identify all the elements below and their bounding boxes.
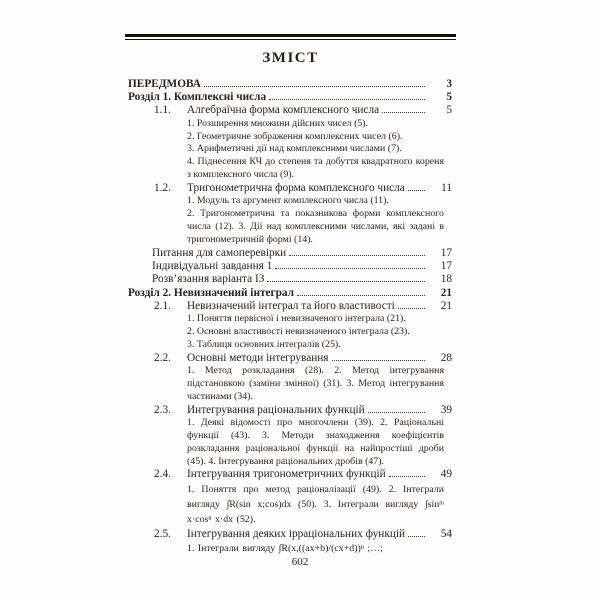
toc-entry <box>128 78 452 91</box>
toc-entry-number: 2.5. <box>154 527 171 540</box>
header-double-rule <box>125 34 456 40</box>
toc-entry-page: 5 <box>446 104 452 117</box>
toc-entry-number: 2.2. <box>154 351 171 364</box>
toc-entry-number: 2.4. <box>154 468 171 481</box>
toc-entry-notes <box>187 417 444 469</box>
toc-entry-label: Інтегрування деяких ірраціональних функцій <box>187 527 406 540</box>
toc-entry-page: 5 <box>446 91 452 104</box>
toc-entry-label: Интегрування раціональних функцій <box>187 403 365 416</box>
toc-entry-label: Питання для самоперевірки <box>152 246 287 259</box>
toc-entry <box>128 247 452 260</box>
toc-entry-notes <box>187 541 444 556</box>
table-of-contents <box>128 78 452 556</box>
toc-entry <box>128 91 452 104</box>
toc-note-line: 1. Метод розкладання (28). 2. Метод інтегрування підстановкою (заміни змінної) (31). 3. Метод інтегрування частинами (34). <box>187 364 444 402</box>
toc-note-line: 2. Геометричне зображення комплексних чисел (6). <box>187 130 403 142</box>
toc-note-line: 4. Піднесення КЧ до степеня та добуття квадратного кореня з комплексного числа (9). <box>187 156 444 181</box>
toc-dot-leader <box>289 255 425 256</box>
toc-entry <box>128 528 452 541</box>
toc-entry-label: Основні методи інтегрування <box>187 351 329 364</box>
toc-note-line: 3. Арифметичні дії над комплексними числами (7). <box>187 143 402 155</box>
toc-entry-notes <box>187 118 444 183</box>
toc-entry <box>128 104 452 117</box>
toc-note-line: 1. Поняття про метод раціоналізації (49). 2. Інтеграли вигляду ∫R(sin x;cos)dx (50). 3. Інтеграли вигляду ∫sinᵐ x·cosⁿ x·dx (52). <box>187 483 444 526</box>
toc-entry-page: 28 <box>440 351 452 364</box>
page-title: ЗМІСТ <box>262 50 319 66</box>
toc-note-line: 1. Поняття первісної і невизначеного інтеграла (21). <box>187 312 406 324</box>
toc-entry-notes <box>187 195 444 247</box>
toc-entry-label: Алгебраїчна форма комплексного числа <box>187 104 380 117</box>
toc-note-line: 1. Інтеграли вигляду ∫R(x,((ax+b)/(cx+d))ⁿ ;…; <box>187 543 383 555</box>
toc-entry-notes <box>187 482 444 528</box>
toc-entry-number: 1.1. <box>154 104 171 117</box>
toc-entry-notes <box>187 365 444 404</box>
toc-dot-leader <box>267 281 425 282</box>
toc-entry <box>128 182 452 195</box>
toc-entry-label: Невизначений інтеграл та його властивості <box>187 299 395 312</box>
toc-note-line: 1. Деякі відомості про многочлени (39). 2. Раціональні функції (43). 3. Методи знаходження коефіцієнтів розкладання раціональної функції на найпростіші дроби (45). 4. Інтегрування раціональних дробів (47). <box>187 416 444 467</box>
toc-entry-label: Розділ 2. Невизначений інтеграл <box>128 286 295 299</box>
toc-entry-number: 2.1. <box>154 299 171 312</box>
toc-entry-page: 3 <box>446 78 452 90</box>
toc-entry <box>128 352 452 365</box>
toc-entry-label: ПЕРЕДМОВА <box>128 78 201 90</box>
toc-dot-leader <box>382 112 425 113</box>
toc-note-line: 1. Модуль та аргумент комплексного числа (11). <box>187 195 389 207</box>
toc-entry-label: Тригонометрична форма комплексного числа <box>187 182 405 195</box>
toc-entry-label: Інтегрування тригонометричних функцій <box>187 468 386 481</box>
toc-dot-leader <box>389 476 425 477</box>
toc-entry <box>128 273 452 286</box>
toc-entry-page: 49 <box>440 468 452 481</box>
toc-dot-leader <box>408 190 425 191</box>
toc-entry <box>128 468 452 481</box>
toc-entry-page: 11 <box>441 182 452 195</box>
toc-dot-leader <box>408 536 425 537</box>
toc-entry <box>128 300 452 313</box>
toc-entry-notes <box>187 313 444 352</box>
toc-entry-page: 21 <box>440 299 452 312</box>
toc-dot-leader <box>368 412 425 413</box>
toc-dot-leader <box>204 86 425 87</box>
toc-entry <box>128 260 452 273</box>
toc-entry <box>128 404 452 417</box>
toc-entry <box>128 287 452 300</box>
toc-note-line: 3. Таблиця основних інтегралів (25). <box>187 338 341 350</box>
toc-entry-number: 2.3. <box>154 403 171 416</box>
toc-entry-page: 54 <box>440 527 452 540</box>
toc-dot-leader <box>398 308 425 309</box>
toc-entry-page: 18 <box>440 273 452 286</box>
toc-note-line: 2. Тригонометрична та показникова форми комплексного числа (12). 3. Дії над комплексними числами, які задані в тригонометричній формі (14). <box>187 208 444 246</box>
toc-note-line: 1. Розширення множини дійсних чисел (5). <box>187 117 369 129</box>
toc-entry-page: 17 <box>440 260 452 273</box>
toc-entry-number: 1.2. <box>154 182 171 195</box>
toc-note-line: 2. Основні властивості невизначеного інтеграла (23). <box>187 325 410 337</box>
toc-entry-page: 39 <box>440 403 452 416</box>
toc-dot-leader <box>297 295 425 296</box>
toc-entry-label: Індивідуальні завдання 1 <box>152 260 273 273</box>
toc-dot-leader <box>275 268 425 269</box>
toc-dot-leader <box>332 360 425 361</box>
toc-entry-label: Розв’язання варіанта ІЗ <box>152 273 265 286</box>
toc-entry-page: 21 <box>440 286 452 299</box>
toc-entry-page: 17 <box>440 246 452 259</box>
toc-dot-leader <box>269 99 425 100</box>
footer-page-number: 602 <box>291 556 309 568</box>
toc-entry-label: Розділ 1. Комплексні числа <box>128 91 267 104</box>
